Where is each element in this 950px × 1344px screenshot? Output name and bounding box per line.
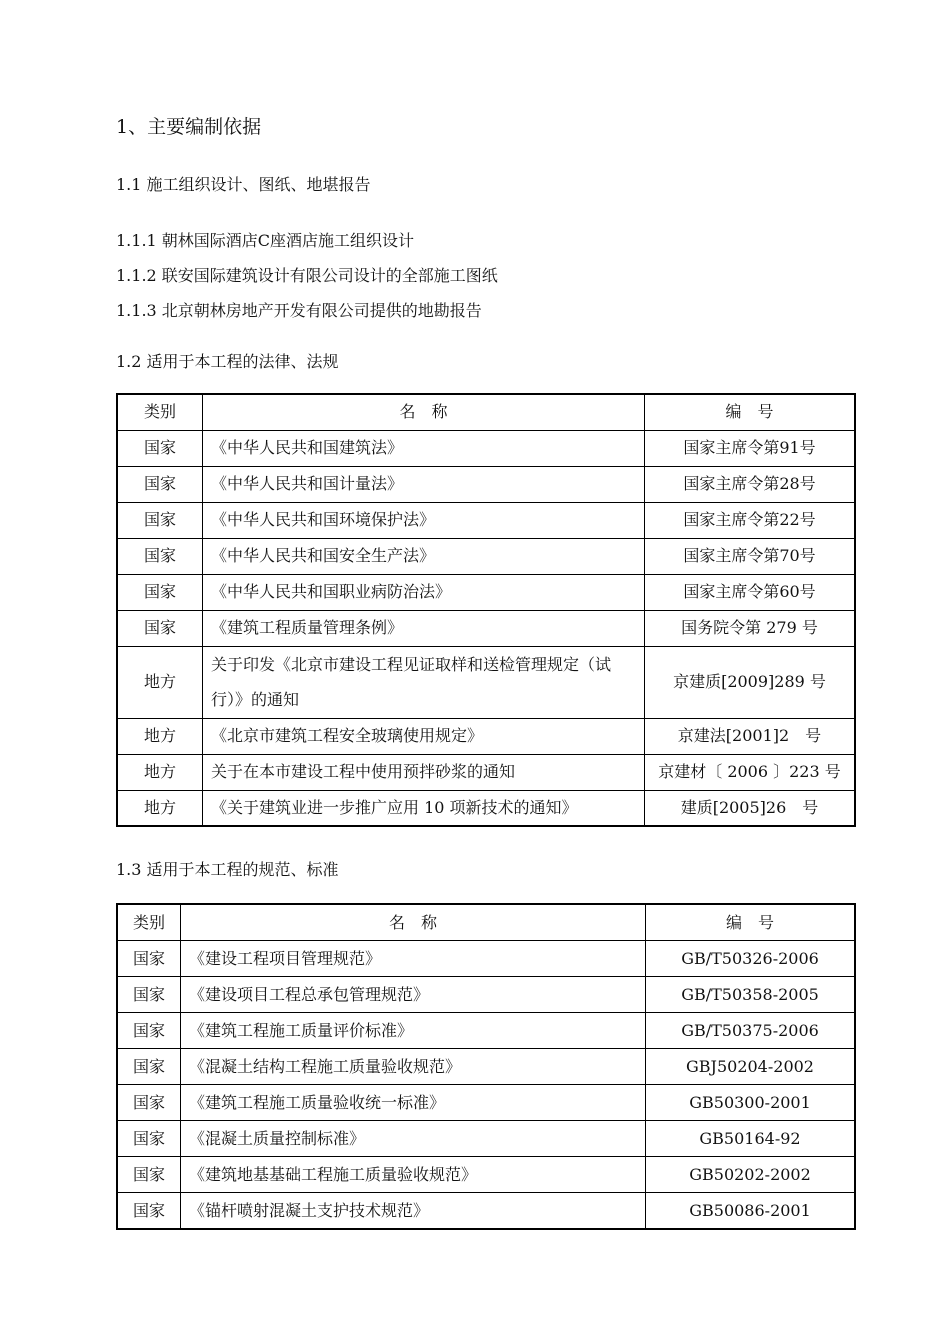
header-name: 名 称: [203, 394, 645, 430]
cell-name: 《建筑工程施工质量验收统一标准》: [181, 1085, 646, 1121]
section-1-2-title: 1.2 适用于本工程的法律、法规: [116, 352, 339, 371]
cell-category: 地方: [117, 754, 203, 790]
cell-name: 《北京市建筑工程安全玻璃使用规定》: [203, 718, 645, 754]
cell-category: 国家: [117, 538, 203, 574]
table-row: [117, 1121, 855, 1157]
table-header-row: [117, 904, 855, 941]
table-header-row: [117, 394, 855, 430]
cell-name: 《建筑地基基础工程施工质量验收规范》: [181, 1157, 646, 1193]
cell-category: 国家: [117, 977, 181, 1013]
cell-number: GB50300-2001: [646, 1085, 856, 1121]
cell-category: 地方: [117, 718, 203, 754]
table-row: [117, 574, 855, 610]
cell-number: GB/T50326-2006: [646, 941, 856, 977]
table-row: [117, 790, 855, 826]
table-row: [117, 977, 855, 1013]
table-row: [117, 610, 855, 646]
cell-name: 《中华人民共和国职业病防治法》: [203, 574, 645, 610]
table-row: [117, 754, 855, 790]
item-1-1-2: 1.1.2 联安国际建筑设计有限公司设计的全部施工图纸: [116, 266, 498, 285]
cell-name: 《建设项目工程总承包管理规范》: [181, 977, 646, 1013]
item-1-1-1: 1.1.1 朝林国际酒店C座酒店施工组织设计: [116, 231, 415, 250]
cell-name: 关于印发《北京市建设工程见证取样和送检管理规定（试行）》的通知: [203, 646, 645, 718]
cell-category: 国家: [117, 1085, 181, 1121]
laws-table: [116, 393, 856, 827]
section-1-3-title: 1.3 适用于本工程的规范、标准: [116, 860, 339, 879]
cell-category: 地方: [117, 790, 203, 826]
cell-number: 京建法[2001]2 号: [645, 718, 856, 754]
cell-number: GB/T50375-2006: [646, 1013, 856, 1049]
table-row: [117, 941, 855, 977]
cell-number: 国家主席令第22号: [645, 502, 856, 538]
table-row: [117, 1193, 855, 1230]
main-heading: 1、主要编制依据: [116, 116, 262, 138]
header-number: 编 号: [645, 394, 856, 430]
cell-number: 京建材〔 2006 〕223 号: [645, 754, 856, 790]
cell-number: GB50164-92: [646, 1121, 856, 1157]
cell-category: 国家: [117, 1193, 181, 1230]
cell-number: 京建质[2009]289 号: [645, 646, 856, 718]
table-row: [117, 502, 855, 538]
table-row: [117, 1157, 855, 1193]
table-row: [117, 1085, 855, 1121]
header-category: 类别: [117, 394, 203, 430]
cell-name: 《中华人民共和国建筑法》: [203, 430, 645, 466]
section-1-1-title: 1.1 施工组织设计、图纸、地堪报告: [116, 175, 371, 194]
table-row: [117, 538, 855, 574]
cell-name: 《建筑工程质量管理条例》: [203, 610, 645, 646]
item-1-1-3: 1.1.3 北京朝林房地产开发有限公司提供的地勘报告: [116, 301, 482, 320]
cell-category: 国家: [117, 502, 203, 538]
cell-category: 国家: [117, 466, 203, 502]
header-category: 类别: [117, 904, 181, 941]
cell-name: 《锚杆喷射混凝土支护技术规范》: [181, 1193, 646, 1230]
cell-number: 国家主席令第91号: [645, 430, 856, 466]
cell-number: 国务院令第 279 号: [645, 610, 856, 646]
cell-name: 《中华人民共和国计量法》: [203, 466, 645, 502]
cell-name: 《关于建筑业进一步推广应用 10 项新技术的通知》: [203, 790, 645, 826]
cell-category: 国家: [117, 1013, 181, 1049]
table-row: [117, 718, 855, 754]
cell-name: 关于在本市建设工程中使用预拌砂浆的通知: [203, 754, 645, 790]
cell-name: 《中华人民共和国环境保护法》: [203, 502, 645, 538]
cell-category: 国家: [117, 610, 203, 646]
table-row: [117, 466, 855, 502]
cell-number: 国家主席令第60号: [645, 574, 856, 610]
standards-table: [116, 903, 856, 1230]
cell-category: 国家: [117, 941, 181, 977]
cell-category: 国家: [117, 1121, 181, 1157]
cell-name: 《混凝土结构工程施工质量验收规范》: [181, 1049, 646, 1085]
cell-number: 建质[2005]26 号: [645, 790, 856, 826]
cell-number: GB50086-2001: [646, 1193, 856, 1230]
cell-name: 《混凝土质量控制标准》: [181, 1121, 646, 1157]
table-row: [117, 1013, 855, 1049]
header-name: 名 称: [181, 904, 646, 941]
cell-number: GBJ50204-2002: [646, 1049, 856, 1085]
cell-category: 国家: [117, 574, 203, 610]
table-row: [117, 430, 855, 466]
cell-number: 国家主席令第28号: [645, 466, 856, 502]
cell-name: 《中华人民共和国安全生产法》: [203, 538, 645, 574]
cell-category: 国家: [117, 430, 203, 466]
header-number: 编 号: [646, 904, 856, 941]
cell-number: GB/T50358-2005: [646, 977, 856, 1013]
cell-category: 地方: [117, 646, 203, 718]
table-row: [117, 1049, 855, 1085]
cell-name: 《建设工程项目管理规范》: [181, 941, 646, 977]
cell-number: GB50202-2002: [646, 1157, 856, 1193]
table-row: [117, 646, 855, 718]
cell-number: 国家主席令第70号: [645, 538, 856, 574]
cell-category: 国家: [117, 1157, 181, 1193]
cell-name: 《建筑工程施工质量评价标准》: [181, 1013, 646, 1049]
cell-category: 国家: [117, 1049, 181, 1085]
